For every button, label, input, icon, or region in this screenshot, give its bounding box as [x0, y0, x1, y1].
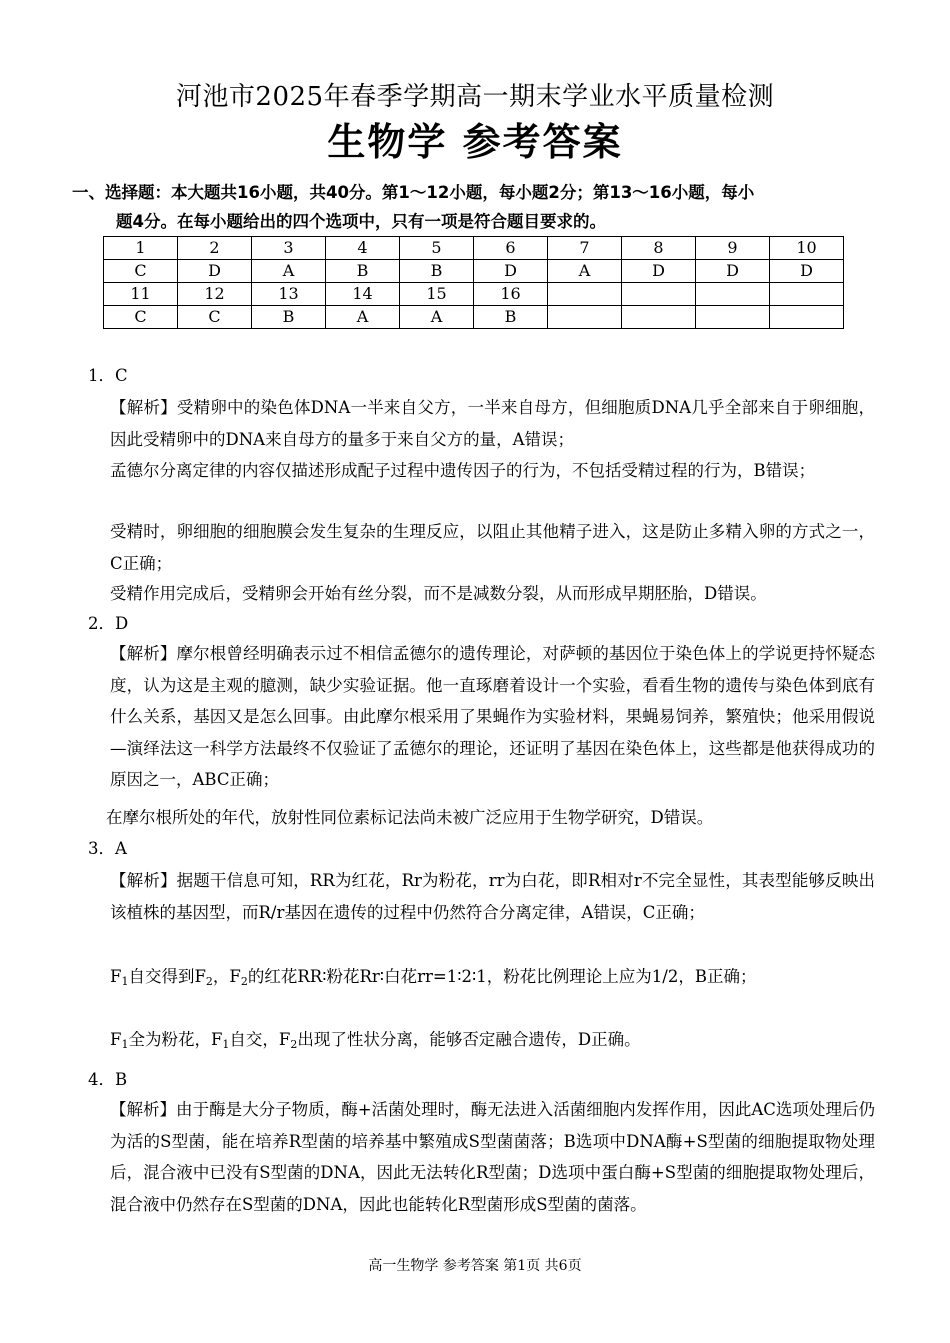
table-cell — [622, 306, 696, 329]
table-cell: 9 — [696, 237, 770, 260]
table-cell: 13 — [252, 283, 326, 306]
section-heading-line2: 题4分。在每小题给出的四个选项中，只有一项是符合题目要求的。 — [116, 212, 606, 231]
question-3-para-2: $F_1$自交得到$F_2$，$F_2$的红花RR∶粉花Rr∶白花rr=1∶2∶1，粉花比例理论上应为1/2，B正确； — [110, 967, 757, 988]
table-row — [104, 260, 844, 283]
answer-table — [103, 236, 844, 329]
table-cell: 5 — [400, 237, 474, 260]
table-row — [104, 237, 844, 260]
question-2-para-2: 在摩尔根所处的年代，放射性同位素标记法尚未被广泛应用于生物学研究，D错误。 — [106, 808, 714, 827]
table-cell: B — [400, 260, 474, 283]
table-cell — [548, 283, 622, 306]
table-cell: B — [252, 306, 326, 329]
table-cell — [696, 283, 770, 306]
question-2-para-1: 【解析】摩尔根曾经明确表示过不相信孟德尔的遗传理论，对萨顿的基因位于染色体上的学说更持怀疑态度，认为这是主观的臆测，缺少实验证据。他一直琢磨着设计一个实验，看看生物的遗传与染色体到底有什么关系，基因又是怎么回事。由此摩尔根采用了果蝇作为实验材料，果蝇易饲养，繁殖快；他采用假说—演绎法这一科学方法最终不仅验证了孟德尔的理论，还证明了基因在染色体上，这些都是他获得成功的原因之一，ABC正确； — [110, 644, 875, 789]
table-cell: 6 — [474, 237, 548, 260]
table-cell — [770, 306, 844, 329]
table-cell: A — [252, 260, 326, 283]
table-cell — [696, 306, 770, 329]
table-cell: A — [326, 306, 400, 329]
page-title: 生物学 参考答案 — [327, 119, 623, 164]
table-cell: D — [770, 260, 844, 283]
question-1-para-4: 受精作用完成后，受精卵会开始有丝分裂，而不是减数分裂，从而形成早期胚胎，D错误。 — [110, 584, 767, 603]
table-cell: A — [400, 306, 474, 329]
table-cell: 1 — [104, 237, 178, 260]
table-cell: C — [104, 306, 178, 329]
question-4-para-1: 【解析】由于酶是大分子物质，酶+活菌处理时，酶无法进入活菌细胞内发挥作用，因此AC选项处理后仍为活的S型菌，能在培养R型菌的培养基中繁殖成S型菌菌落；B选项中DNA酶+S型菌的细胞提取物处理后，混合液中已没有S型菌的DNA，因此无法转化R型菌；D选项中蛋白酶+S型菌的细胞提取物处理后，混合液中仍然存在S型菌的DNA，因此也能转化R型菌形成S型菌的菌落。 — [110, 1100, 875, 1214]
table-cell: D — [622, 260, 696, 283]
exam-title: 河池市2025年春季学期高一期末学业水平质量检测 — [175, 82, 775, 112]
table-cell — [622, 283, 696, 306]
question-1-para-3: 受精时，卵细胞的细胞膜会发生复杂的生理反应，以阻止其他精子进入，这是防止多精入卵的方式之一，C正确； — [110, 522, 875, 573]
table-cell: A — [548, 260, 622, 283]
table-cell: 16 — [474, 283, 548, 306]
question-4-label: 4．B — [88, 1070, 128, 1089]
section-heading — [72, 178, 882, 236]
table-cell: 10 — [770, 237, 844, 260]
section-heading-line1: 一、选择题：本大题共16小题，共40分。第1～12小题，每小题2分；第13～16小题，每小 — [72, 183, 755, 202]
table-cell: B — [326, 260, 400, 283]
table-cell: B — [474, 306, 548, 329]
table-row — [104, 283, 844, 306]
table-cell: 14 — [326, 283, 400, 306]
table-cell: C — [104, 260, 178, 283]
table-cell: 7 — [548, 237, 622, 260]
table-cell: 2 — [178, 237, 252, 260]
table-cell: 3 — [252, 237, 326, 260]
table-row — [104, 306, 844, 329]
question-1-para-2: 孟德尔分离定律的内容仅描述形成配子过程中遗传因子的行为，不包括受精过程的行为，B错误； — [110, 461, 816, 480]
table-cell — [548, 306, 622, 329]
table-cell: D — [178, 260, 252, 283]
question-2-label: 2．D — [88, 614, 129, 633]
table-cell: 15 — [400, 283, 474, 306]
question-1-label: 1．C — [88, 366, 128, 385]
question-3-para-3: $F_1$全为粉花，$F_1$自交，$F_2$出现了性状分离，能够否定融合遗传，D正确。 — [110, 1030, 641, 1051]
table-cell — [770, 283, 844, 306]
table-cell: C — [178, 306, 252, 329]
table-cell: 12 — [178, 283, 252, 306]
question-3-label: 3．A — [88, 839, 127, 858]
table-cell: 8 — [622, 237, 696, 260]
table-cell: D — [696, 260, 770, 283]
question-3-para-1: 【解析】据题干信息可知，RR为红花，Rr为粉花，rr为白花，即R相对r不完全显性，其表型能够反映出该植株的基因型，而R/r基因在遗传的过程中仍然符合分离定律，A错误，C正确； — [110, 871, 875, 922]
question-1-para-1: 【解析】受精卵中的染色体DNA一半来自父方，一半来自母方，但细胞质DNA几乎全部来自于卵细胞，因此受精卵中的DNA来自母方的量多于来自父方的量，A错误； — [110, 398, 875, 449]
table-cell: 11 — [104, 283, 178, 306]
table-cell: D — [474, 260, 548, 283]
page-footer: 高一生物学 参考答案 第1页 共6页 — [368, 1258, 582, 1274]
table-cell: 4 — [326, 237, 400, 260]
